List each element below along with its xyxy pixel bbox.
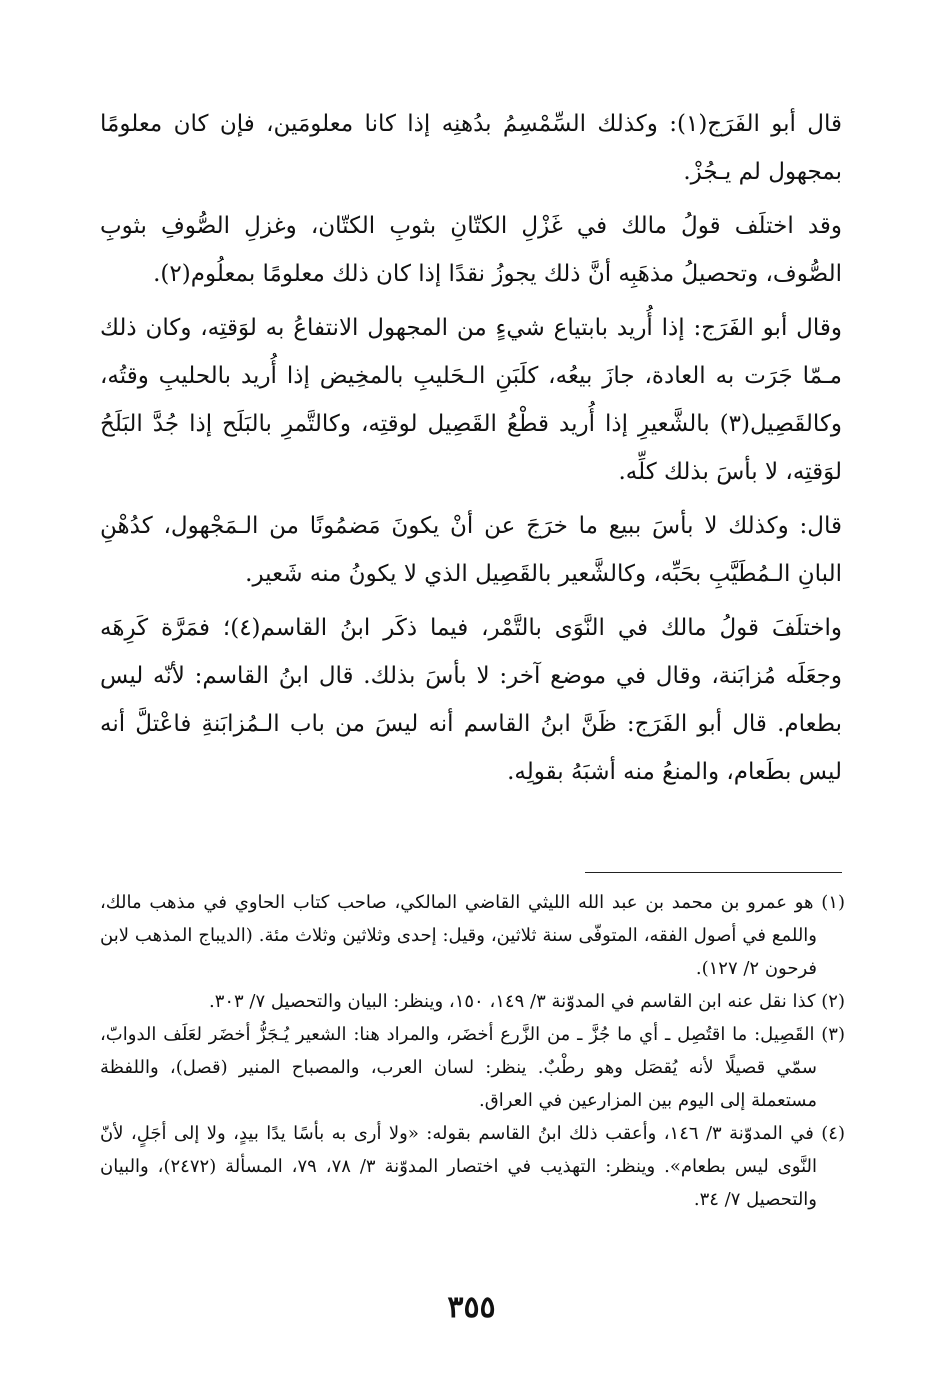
paragraph-4: قال: وكذلك لا بأسَ ببيع ما خرَجَ عن أنْ يكونَ مَضمُونًا من الـمَجْهول، كدُهْنِ البانِ الـمُطَيَّبِ بحَبِّه، وكالشَّعير بالقَصِيل الذي لا يكونُ منه شَعير.: [100, 513, 842, 587]
footnote-2: (٢) كذا نقل عنه ابن القاسم في المدوّنة ٣/ ١٤٩، ١٥٠، وينظر: البيان والتحصيل ٧/ ٣٠٣.: [208, 991, 845, 1012]
footnotes: [100, 886, 845, 1216]
footnote-1: (١) هو عمرو بن محمد بن عبد الله الليثي القاضي المالكي، صاحب كتاب الحاوي في مذهب مالك، واللمع في أصول الفقه، المتوفّى سنة ثلاثين، وقيل: إحدى وثلاثين وثلاث مئة. (الديباج المذهب لابن فرحون ٢/ ١٢٧).: [100, 892, 845, 979]
page-number: ٣٥٥: [447, 1290, 496, 1325]
paragraph-3: وقال أبو الفَرَج: إذا أُريد بابتياع شيءٍ من المجهول الانتفاعُ به لوَقتِه، وكان ذلك مـمّا جَرَت به العادة، جازَ بيعُه، كلَبَنِ الـحَليبِ بالمخِيض إذا أُريد بالحليبِ وقتُه، وكالقَصِيل(٣) بالشَّعيرِ إذا أُريد قطْعُ القَصِيل لوقتِه، وكالتَّمرِ بالبَلَح إذا جُدَّ البَلَحُ لوَقتِه، لا بأسَ بذلك كلِّه.: [100, 315, 842, 485]
footnote-4: (٤) في المدوّنة ٣/ ١٤٦، وأعقب ذلك ابنُ القاسم بقوله: «ولا أرى به بأسًا يدًا بيدٍ، ولا إلى أجَلٍ، لأنّ النَّوى ليس بطعام». وينظر: التهذيب في اختصار المدوّنة ٣/ ٧٨، ٧٩، المسألة (٢٤٧٢)، والبيان والتحصيل ٧/ ٣٤.: [100, 1123, 845, 1210]
paragraph-1: قال أبو الفَرَج(١): وكذلك السِّمْسِمُ بدُهنِه إذا كانا معلومَين، فإن كان معلومًا بمجهول لم يـجُزْ.: [100, 111, 842, 185]
footnote-3: (٣) القَصِيل: ما اقتُصِل ـ أي ما جُزَّ ـ من الزَّرع أخضَر، والمراد هنا: الشعير يُـجَزُّ أخضَر لعَلَف الدوابّ، سمّي قصيلًا لأنه يُقصَل وهو رطْبٌ. ينظر: لسان العرب، والمصباح المنير (قصل)، واللفظة مستعملة إلى اليوم بين المزارعين في العراق.: [100, 1024, 845, 1111]
paragraph-5: واختلَفَ قولُ مالك في النَّوَى بالتَّمْر، فيما ذكَر ابنُ القاسم(٤)؛ فمَرَّة كَرِهَه وجعَلَه مُزابَنة، وقال في موضع آخر: لا بأسَ بذلك. قال ابنُ القاسم: لأنّه ليس بطعام. قال أبو الفَرَج: ظَنَّ ابنُ القاسم أنه ليسَ من باب الـمُزابَنةِ فاعْتلَّ أنه ليس بطَعام، والمنعُ منه أشبَهُ بقولِه.: [100, 615, 843, 785]
paragraph-2: وقد اختلَف قولُ مالك في غَزْلِ الكتّانِ بثوبِ الكتّان، وغزلِ الصُّوفِ بثوبِ الصُّوف، وتحصيلُ مذهَبِه أنَّ ذلك يجوزُ نقدًا إذا كان ذلك معلومًا بمعلُوم(٢).: [100, 213, 842, 287]
main-text: [100, 100, 842, 802]
footnote-separator: [585, 872, 842, 873]
